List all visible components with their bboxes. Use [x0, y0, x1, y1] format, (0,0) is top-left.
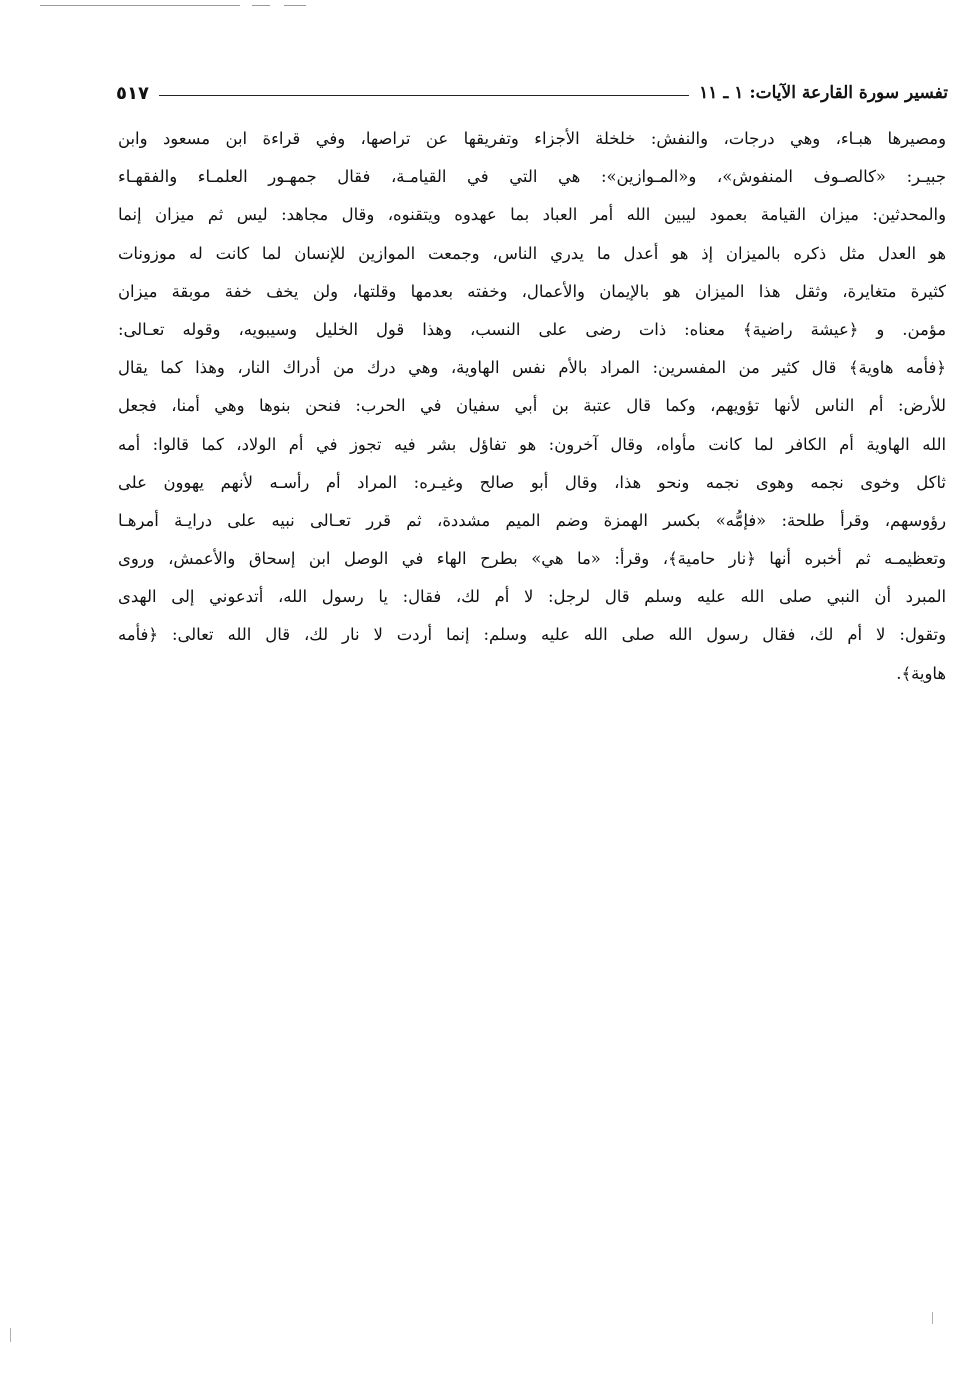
- margin-speck: [932, 1312, 933, 1324]
- text-line: كثيرة متغايرة، وثقل هذا الميزان هو بالإيمان والأعمال، وخفته بعدمها وقلتها، ولن يخف خفة موبقة ميزان: [118, 281, 946, 301]
- scan-mark: [252, 5, 270, 6]
- text-line: هو العدل مثل ذكره بالميزان إذ هو أعدل ما يدري الناس، وجمعت الموازين للإنسان لما كانت له موزونات: [118, 243, 946, 263]
- scan-edge-marks: [0, 0, 975, 12]
- text-line: مؤمن. و ﴿عيشة راضية﴾ معناه: ذات رضى على النسب، وهذا قول الخليل وسيبويه، وقوله تعـالى:: [118, 319, 946, 339]
- text-line: المبرد أن النبي صلى الله عليه وسلم قال لرجل: لا أم لك، فقال: يا رسول الله، أتدعوني إلى الهدى: [118, 587, 946, 607]
- page-number: ٥١٧: [116, 82, 149, 104]
- text-line: الله الهاوية أم الكافر لما كانت مأواه، وقال آخرون: هو تفاؤل بشر فيه تجوز في أم الولاد، كما قالوا: أمه: [118, 434, 946, 454]
- running-title: تفسير سورة القارعة الآيات: ١ ـ ١١: [699, 83, 948, 103]
- text-line: والمحدثين: ميزان القيامة بعمود ليبين الله أمر العباد بما عهدوه ويتقنوه، وقال مجاهد: ليس ثم ميزان إنما: [118, 205, 946, 225]
- text-line: جبيـر: «كالصـوف المنفوش»، و«المـوازين»: هي التي في القيامـة، فقال جمهـور العلمـاء والفقهـاء: [118, 167, 946, 187]
- margin-speck: [10, 1328, 11, 1342]
- text-line: وتقول: لا أم لك، فقال رسول الله صلى الله عليه وسلم: إنما أردت لا نار لك، قال الله تعالى: ﴿فأمه: [118, 625, 946, 645]
- text-line: ثاكل وخوى نجمه وهوى نجمه ونحو هذا، وقال أبو صالح وغيـره: المراد أم رأسـه لأنهم يهوون على: [118, 472, 946, 492]
- text-line: ومصيرها هبـاء، وهي درجات، والنفش: خلخلة الأجزاء وتفريقها عن تراصها، وفي قراءة ابن مسعود وابن: [118, 129, 946, 148]
- text-line: وتعظيمـه ثم أخبره أنها ﴿نار حامية﴾، وقرأ: «ما هي» بطرح الهاء في الوصل ابن إسحاق والأعمش، وروى: [118, 549, 946, 569]
- text-line: ﴿فأمه هاوية﴾ قال كثير من المفسرين: المراد بالأم نفس الهاوية، وهي درك من أدراك النار، وهذا كما يقال: [118, 358, 946, 378]
- scan-mark: [40, 5, 240, 6]
- body-text: [118, 120, 946, 693]
- scan-mark: [284, 5, 306, 6]
- text-line: للأرض: أم الناس لأنها تؤويهم، وكما قال عتبة بن أبي سفيان في الحرب: فنحن بنوها وهي أمنا، فجعل: [118, 396, 946, 416]
- text-line-last: هاوية﴾.: [896, 663, 946, 683]
- header-rule: [159, 95, 689, 96]
- page-header: [116, 78, 948, 108]
- text-line: رؤوسهم، وقرأ طلحة: «فإمُّه» بكسر الهمزة وضم الميم مشددة، ثم قرر تعـالى نبيه على درايـة أمرهـا: [118, 510, 946, 530]
